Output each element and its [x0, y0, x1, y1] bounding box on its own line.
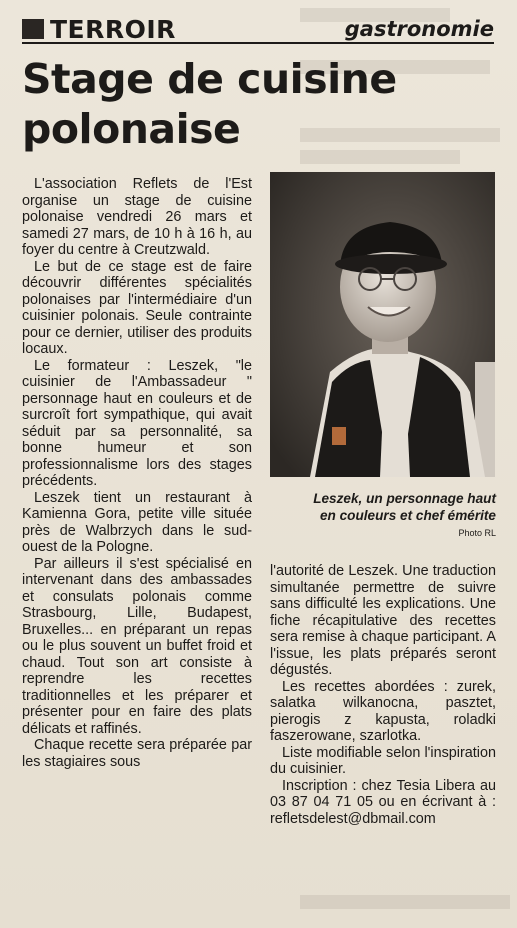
section-rubric [22, 14, 494, 44]
caption-line-1: Leszek, un personnage haut [313, 491, 496, 506]
paragraph: l'autorité de Leszek. Une traduction simultanée permettre de suivre sans difficulté les explications. Une fiche récapitulative des recettes sera remise à chaque participant. A l'issue, les plats préparés seront dégustés. [270, 563, 496, 678]
chef-photo [270, 172, 495, 477]
paragraph: Leszek tient un restaurant à Kamienna Gora, petite ville située près de Walbrzych dans le sud-ouest de la Pologne. [22, 489, 252, 555]
paragraph: Inscription : chez Tesia Libera au 03 87 04 71 05 ou en écrivant à : refletsdelest@dbmail.com [270, 777, 496, 827]
photo-caption [270, 490, 496, 524]
article-column-2 [270, 563, 496, 827]
paragraph: Chaque recette sera préparée par les stagiaires sous [22, 737, 252, 770]
section-label: TERROIR [50, 15, 176, 44]
article-headline [22, 54, 502, 154]
headline-line-2: polonaise [22, 105, 241, 153]
paragraph: Le formateur : Leszek, "le cuisinier de l'Ambassadeur " personnage haut en couleurs et de surcroît fort sympathique, qui avait séduit par sa personnalité, sa bonne humeur et son professionnalisme lors des stages précédents. [22, 357, 252, 489]
paragraph: Liste modifiable selon l'inspiration du cuisinier. [270, 744, 496, 777]
paragraph: Par ailleurs il s'est spécialisé en intervenant dans des ambassades et consulats polonais comme Strasbourg, Lille, Budapest, Bruxelles... en préparant un repas ou le plus souvent un buffet froid et chaud. Tout son art consiste à reprendre les recettes traditionnelles et les préparer et présenter pour en faire des plats délicats et raffinés. [22, 555, 252, 737]
photo-credit: Photo RL [458, 528, 496, 538]
headline-line-1: Stage de cuisine [22, 55, 397, 103]
paragraph: Les recettes abordées : zurek, salatka wilkanocna, pasztet, pierogis z kapusta, roladki faszerowane, szarlotka. [270, 678, 496, 744]
category-label: gastronomie [344, 17, 494, 41]
paragraph: Le but de ce stage est de faire découvrir différentes spécialités polonaises par l'intermédiaire d'un cuisinier polonais. Seule contrainte pour ce dernier, utiliser des produits locaux. [22, 258, 252, 357]
rubric-square-icon [22, 19, 44, 39]
chef-portrait-image [270, 172, 495, 477]
article-column-1 [22, 176, 252, 770]
paragraph: L'association Reflets de l'Est organise un stage de cuisine polonaise vendredi 26 mars et samedi 27 mars, de 10 h à 16 h, au foyer du centre à Creutzwald. [22, 176, 252, 258]
caption-line-2: en couleurs et chef émérite [319, 508, 496, 523]
